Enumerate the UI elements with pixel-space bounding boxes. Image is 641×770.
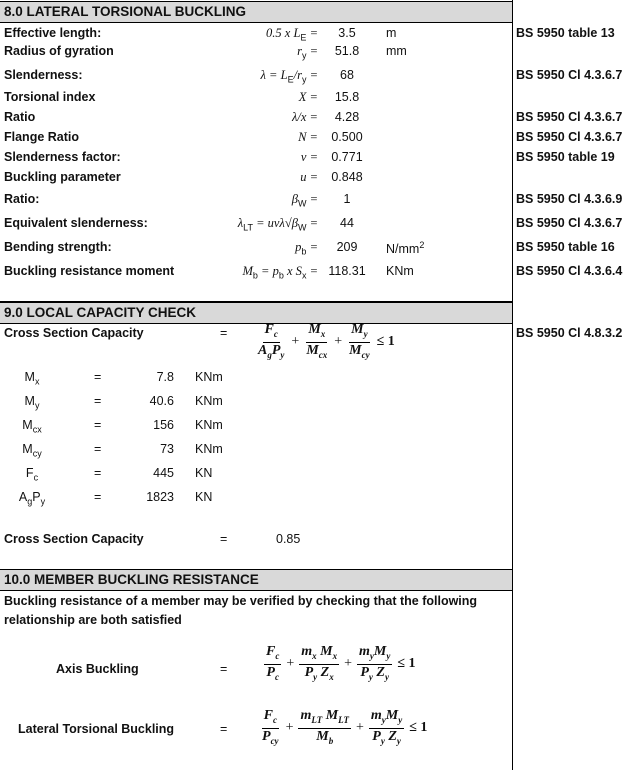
row-value: 44 (340, 216, 354, 230)
row-reference: BS 5950 table 16 (516, 240, 615, 254)
row-label: Torsional index (4, 90, 96, 104)
row-reference: BS 5950 Cl 4.3.6.9 (516, 192, 623, 206)
row-symbol: N = (298, 130, 318, 144)
value-symbol: $F_c$ (25, 466, 39, 483)
row-unit: KNm (386, 264, 414, 278)
row-symbol: 0.5 x $L_E$ = (266, 26, 318, 43)
row-value: 51.8 (334, 44, 360, 58)
value-symbol: $M_{cx}$ (22, 418, 42, 435)
value-symbol: $A_gP_y$ (18, 490, 46, 507)
row-label: Ratio: (4, 192, 40, 206)
section-10-header (0, 569, 512, 591)
row-label: Buckling resistance moment (4, 264, 175, 278)
row-value: 0.848 (331, 170, 363, 184)
value-number: 156 (153, 418, 174, 432)
fraction-fc-agpy: $\frac{F_c}{A_gP_y}$ (258, 322, 285, 360)
row-reference: BS 5950 Cl 4.3.6.7 (516, 216, 623, 230)
reference-column-divider (512, 0, 513, 770)
row-label: Equivalent slenderness: (4, 216, 148, 230)
row-label: Radius of gyration (4, 44, 114, 58)
section-9-title: 9.0 LOCAL CAPACITY CHECK (4, 305, 197, 320)
lateral-torsional-buckling-formula: $\frac{F_c}{P_{cy}}$ + $\frac{m_{LT} M_{LT}}{M_b}$ + $\frac{m_yM_y}{P_y Z_y}$ ≤ 1 (262, 708, 428, 746)
row-label: Effective length: (4, 26, 102, 40)
row-reference: BS 5950 table 13 (516, 26, 615, 40)
row-label: Slenderness: (4, 68, 83, 82)
value-number: 73 (160, 442, 174, 456)
section-10-intro-line-1: Buckling resistance of a member may be verified by checking that the following (4, 594, 478, 608)
value-eq-sign: = (94, 394, 102, 408)
row-symbol: $M_b = p_b$ x $S_x$ = (242, 264, 318, 281)
row-label: Buckling parameter (4, 170, 121, 184)
row-value: 0.500 (331, 130, 363, 144)
fraction-my-mcy: $\frac{M_y}{M_{cy}}$ (349, 322, 370, 360)
value-number: 1823 (146, 490, 174, 504)
axis-buckling-formula: $\frac{F_c}{P_c}$ + $\frac{m_x M_x}{P_y Z_x}$ + $\frac{m_yM_y}{P_y Z_y}$ ≤ 1 (266, 644, 416, 682)
row-value: 0.771 (331, 150, 363, 164)
value-number: 7.8 (156, 370, 174, 384)
row-label: Slenderness factor: (4, 150, 121, 164)
row-label: Flange Ratio (4, 130, 80, 144)
row-reference: BS 5950 Cl 4.3.6.7 (516, 110, 623, 124)
value-unit: KNm (195, 370, 223, 384)
axis-buckling-eq-sign: = (220, 662, 228, 676)
row-symbol: $\beta_W$ = (291, 192, 318, 209)
row-unit: $N/mm^2$ (386, 240, 425, 257)
row-reference: BS 5950 table 19 (516, 150, 615, 164)
section-8-header (0, 1, 512, 23)
value-number: 445 (153, 466, 174, 480)
row-value: 15.8 (334, 90, 360, 104)
row-reference: BS 5950 Cl 4.3.6.7 (516, 130, 623, 144)
axis-buckling-label: Axis Buckling (56, 662, 139, 676)
row-symbol: $r_y$ = (297, 44, 318, 61)
value-unit: KNm (195, 442, 223, 456)
section-9-reference: BS 5950 Cl 4.8.3.2 (516, 326, 623, 340)
cross-section-capacity-formula: $\frac{F_c}{A_gP_y}$ + $\frac{M_x}{M_{cx}}$ + $\frac{M_y}{M_{cy}}$ ≤ 1 (256, 322, 395, 363)
row-symbol: λ/x = (292, 110, 318, 124)
row-value: 118.31 (328, 264, 366, 278)
row-reference: BS 5950 Cl 4.3.6.7 (516, 68, 623, 82)
value-eq-sign: = (94, 370, 102, 384)
value-eq-sign: = (94, 418, 102, 432)
row-value: 1 (343, 192, 351, 206)
value-eq-sign: = (94, 466, 102, 480)
row-value: 4.28 (334, 110, 360, 124)
value-unit: KN (195, 466, 213, 480)
cross-section-capacity-result-eq: = (220, 532, 228, 546)
fraction-mx-mcx: $\frac{M_x}{M_{cx}}$ (306, 322, 328, 360)
value-eq-sign: = (94, 442, 102, 456)
row-symbol: v = (300, 150, 318, 164)
value-number: 40.6 (149, 394, 174, 408)
row-symbol: $\lambda_{LT} = uv\lambda√\beta_W$ = (237, 216, 318, 233)
row-reference: BS 5950 Cl 4.3.6.4 (516, 264, 623, 278)
value-symbol: $M_y$ (24, 394, 40, 411)
value-symbol: $M_{cy}$ (22, 442, 42, 459)
value-symbol: $M_x$ (24, 370, 40, 387)
cross-section-capacity-label: Cross Section Capacity (4, 326, 144, 340)
value-unit: KNm (195, 394, 223, 408)
row-value: 209 (336, 240, 358, 254)
section-10-intro-line-2: relationship are both satisfied (4, 613, 182, 627)
value-unit: KNm (195, 418, 223, 432)
cross-section-capacity-result-value: 0.85 (276, 532, 301, 546)
row-value: 3.5 (338, 26, 356, 40)
row-value: 68 (340, 68, 354, 82)
row-symbol: $p_b$ = (295, 240, 318, 257)
row-label: Bending strength: (4, 240, 112, 254)
row-label: Ratio (4, 110, 36, 124)
row-symbol: u = (300, 170, 318, 184)
row-unit: mm (386, 44, 407, 58)
cross-section-capacity-eq-sign: = (220, 326, 228, 340)
section-10-title: 10.0 MEMBER BUCKLING RESISTANCE (4, 572, 259, 587)
row-symbol: X = (298, 90, 318, 104)
section-9-header (0, 301, 512, 324)
value-eq-sign: = (94, 490, 102, 504)
row-unit: m (386, 26, 397, 40)
lateral-torsional-buckling-label: Lateral Torsional Buckling (18, 722, 175, 736)
cross-section-capacity-result-label: Cross Section Capacity (4, 532, 144, 546)
lateral-torsional-buckling-eq-sign: = (220, 722, 228, 736)
value-unit: KN (195, 490, 213, 504)
section-8-title: 8.0 LATERAL TORSIONAL BUCKLING (4, 4, 247, 19)
row-symbol: $\lambda = L_E/r_y$ = (260, 68, 318, 85)
